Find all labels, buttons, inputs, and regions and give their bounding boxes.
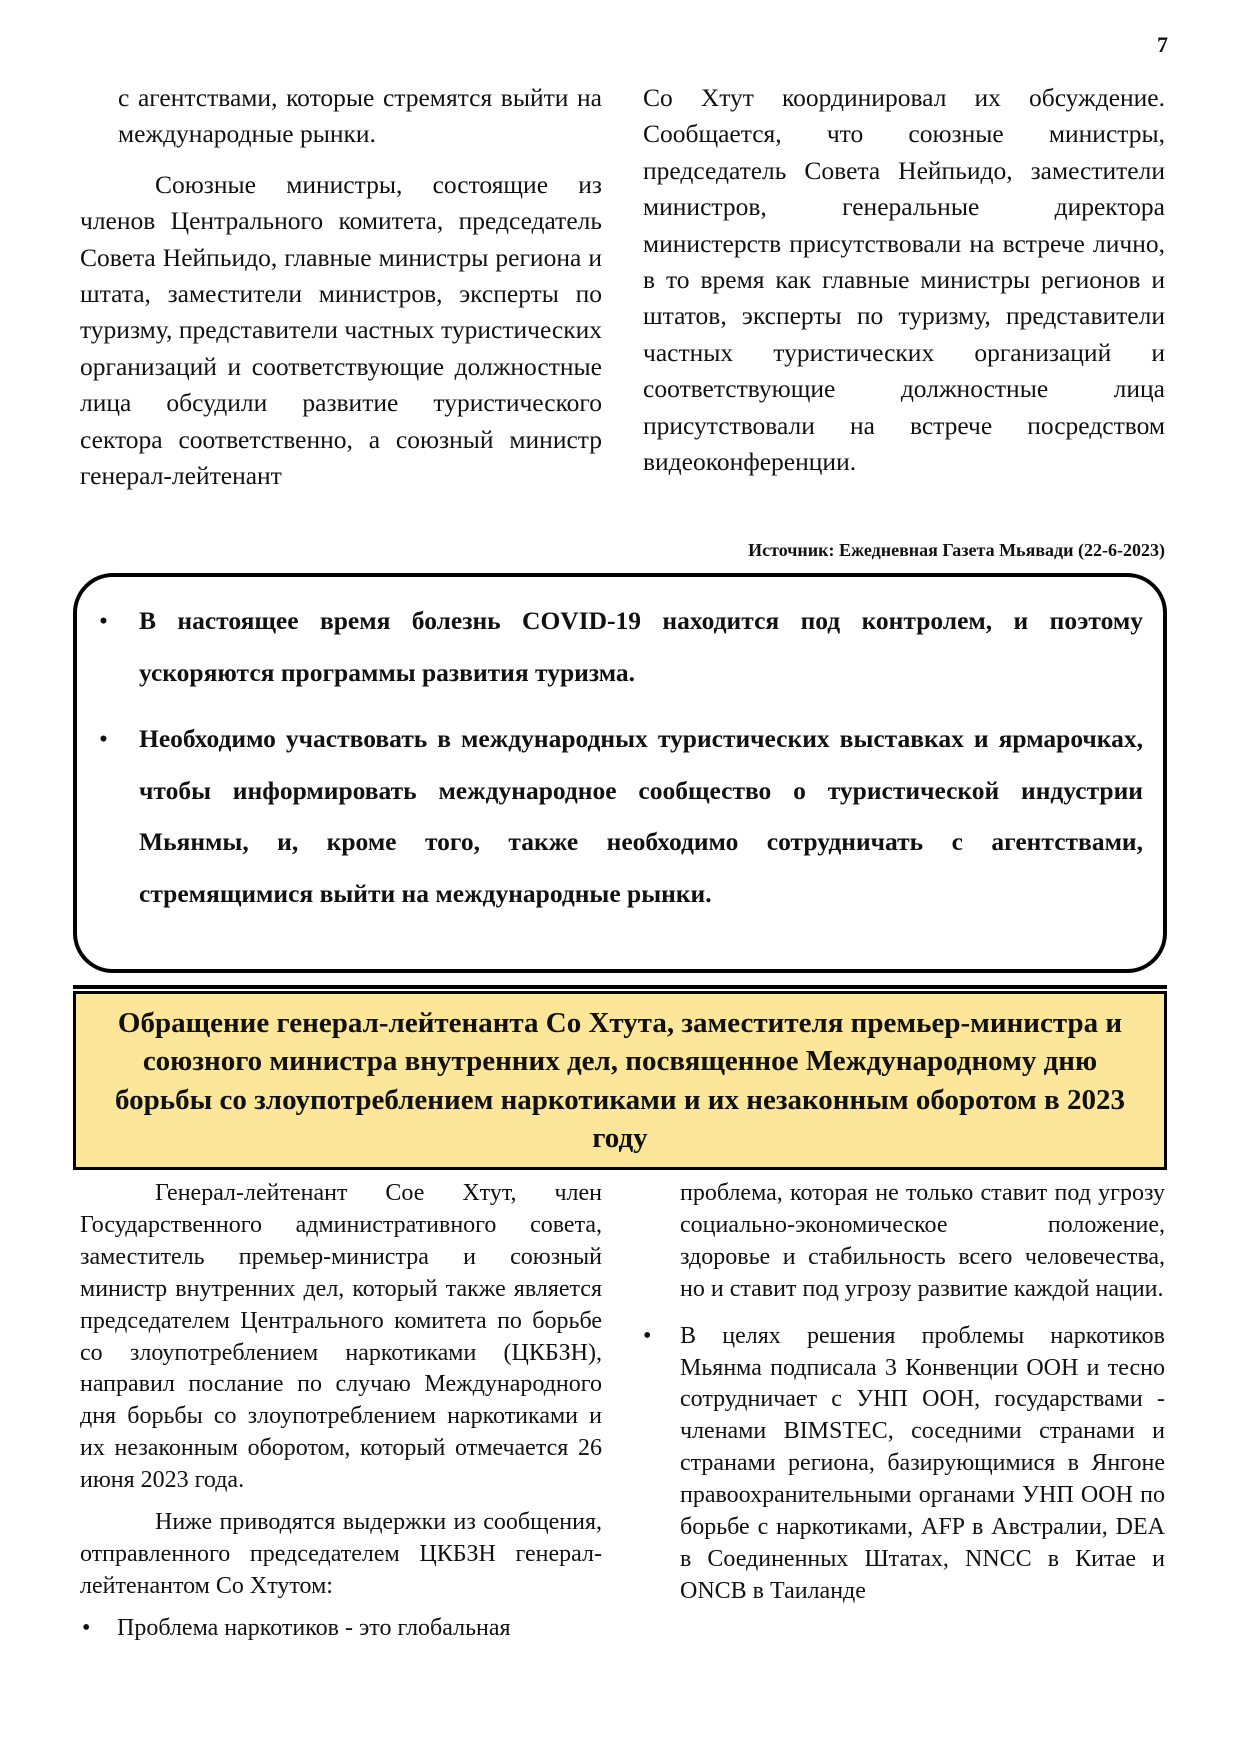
bottom-left-paragraph-2: Ниже приводятся выдержки из сообщения, отправленного председателем ЦКБЗН генерал-лейтенантом Со Хтутом:: [80, 1509, 602, 1599]
key-point-text: Необходимо участвовать в международных туристических выставках и ярмарочках, чтобы информировать международное сообщество о туристической индустрии Мьянмы, и, кроме того, также необходимо сотрудничать с агентствами, стремящимися выйти на международные рынки.: [139, 724, 1143, 908]
article-title-banner: [73, 991, 1167, 1170]
top-right-column: [643, 80, 1165, 480]
key-point-item: [77, 713, 1163, 919]
key-points-list: [77, 595, 1163, 919]
page-number: 7: [1157, 32, 1168, 57]
top-left-paragraph-1: с агентствами, которые стремятся выйти на международные рынки.: [118, 83, 602, 149]
top-left-paragraph-2: Союзные министры, состоящие из членов Центрального комитета, председатель Совета Нейпьидо, главные министры региона и штата, заместители министров, эксперты по туризму, представители частных туристических организаций и соответствующие должностные лица обсудили развитие туристического сектора соответственно, а союзный министр генерал-лейтенант: [80, 169, 602, 491]
bottom-left-paragraph-1: Генерал-лейтенант Сое Хтут, член Государственного административного совета, заместитель премьер-министра и союзный министр внутренних дел, который также является председателем Центрального комитета по борьбе со злоупотреблением наркотиками (ЦКБЗН), направил послание по случаю Международного дня борьбы со злоупотреблением наркотиками и их незаконным оборотом, который отмечается 26 июня 2023 года.: [80, 1180, 602, 1494]
article-title: Обращение генерал-лейтенанта Со Хтута, заместителя премьер-министра и союзного министра внутренних дел, посвященное Международному дню борьбы со злоупотреблением наркотиками и их незаконным оборотом в 2023 году: [115, 1006, 1125, 1154]
bullet-text: В целях решения проблемы наркотиков Мьянма подписала 3 Конвенции ООН и тесно сотрудничает с УНП ООН, государствами - членами BIMSTEC, соседними странами и странами региона, базирующимися в Янгоне правоохранительными органами УНП ООН по борьбе с наркотиками, AFP в Австралии, DEA в Соединенных Штатах, NNCC в Китае и ONCB в Таиланде: [680, 1322, 1165, 1604]
top-left-column: [80, 80, 602, 494]
bullet-icon: •: [99, 606, 108, 635]
key-point-item: [77, 595, 1163, 698]
top-right-paragraph-1: Со Хтут координировал их обсуждение. Сообщается, что союзные министры, председатель Совета Нейпьидо, заместители министров, генеральные директора министерств присутствовали на встрече лично, в то время как главные министры регионов и штатов, эксперты по туризму, представители частных туристических организаций и соответствующие должностные лица присутствовали на встрече посредством видеоконференции.: [643, 83, 1165, 477]
bullet-icon: •: [99, 724, 108, 753]
bottom-right-column: [643, 1178, 1165, 1608]
bottom-right-continuation: проблема, которая не только ставит под угрозу социально-экономическое положение, здоровье и стабильность всего человечества, но и ставит под угрозу развитие каждой нации.: [680, 1180, 1165, 1302]
bullet-text: Проблема наркотиков - это глобальная: [117, 1614, 511, 1641]
section-divider: [73, 985, 1167, 989]
bottom-left-column: [80, 1178, 602, 1645]
bullet-icon: •: [82, 1614, 91, 1641]
bullet-icon: •: [643, 1322, 652, 1349]
key-points-box: [73, 573, 1167, 973]
source-citation: Источник: Ежедневная Газета Мьявади (22-6-2023): [748, 540, 1165, 560]
key-point-text: В настоящее время болезнь COVID-19 находится под контролем, и поэтому ускоряются программы развития туризма.: [139, 606, 1143, 687]
bottom-right-bullet-item: [643, 1321, 1165, 1608]
bottom-left-bullet-item: [80, 1613, 602, 1645]
